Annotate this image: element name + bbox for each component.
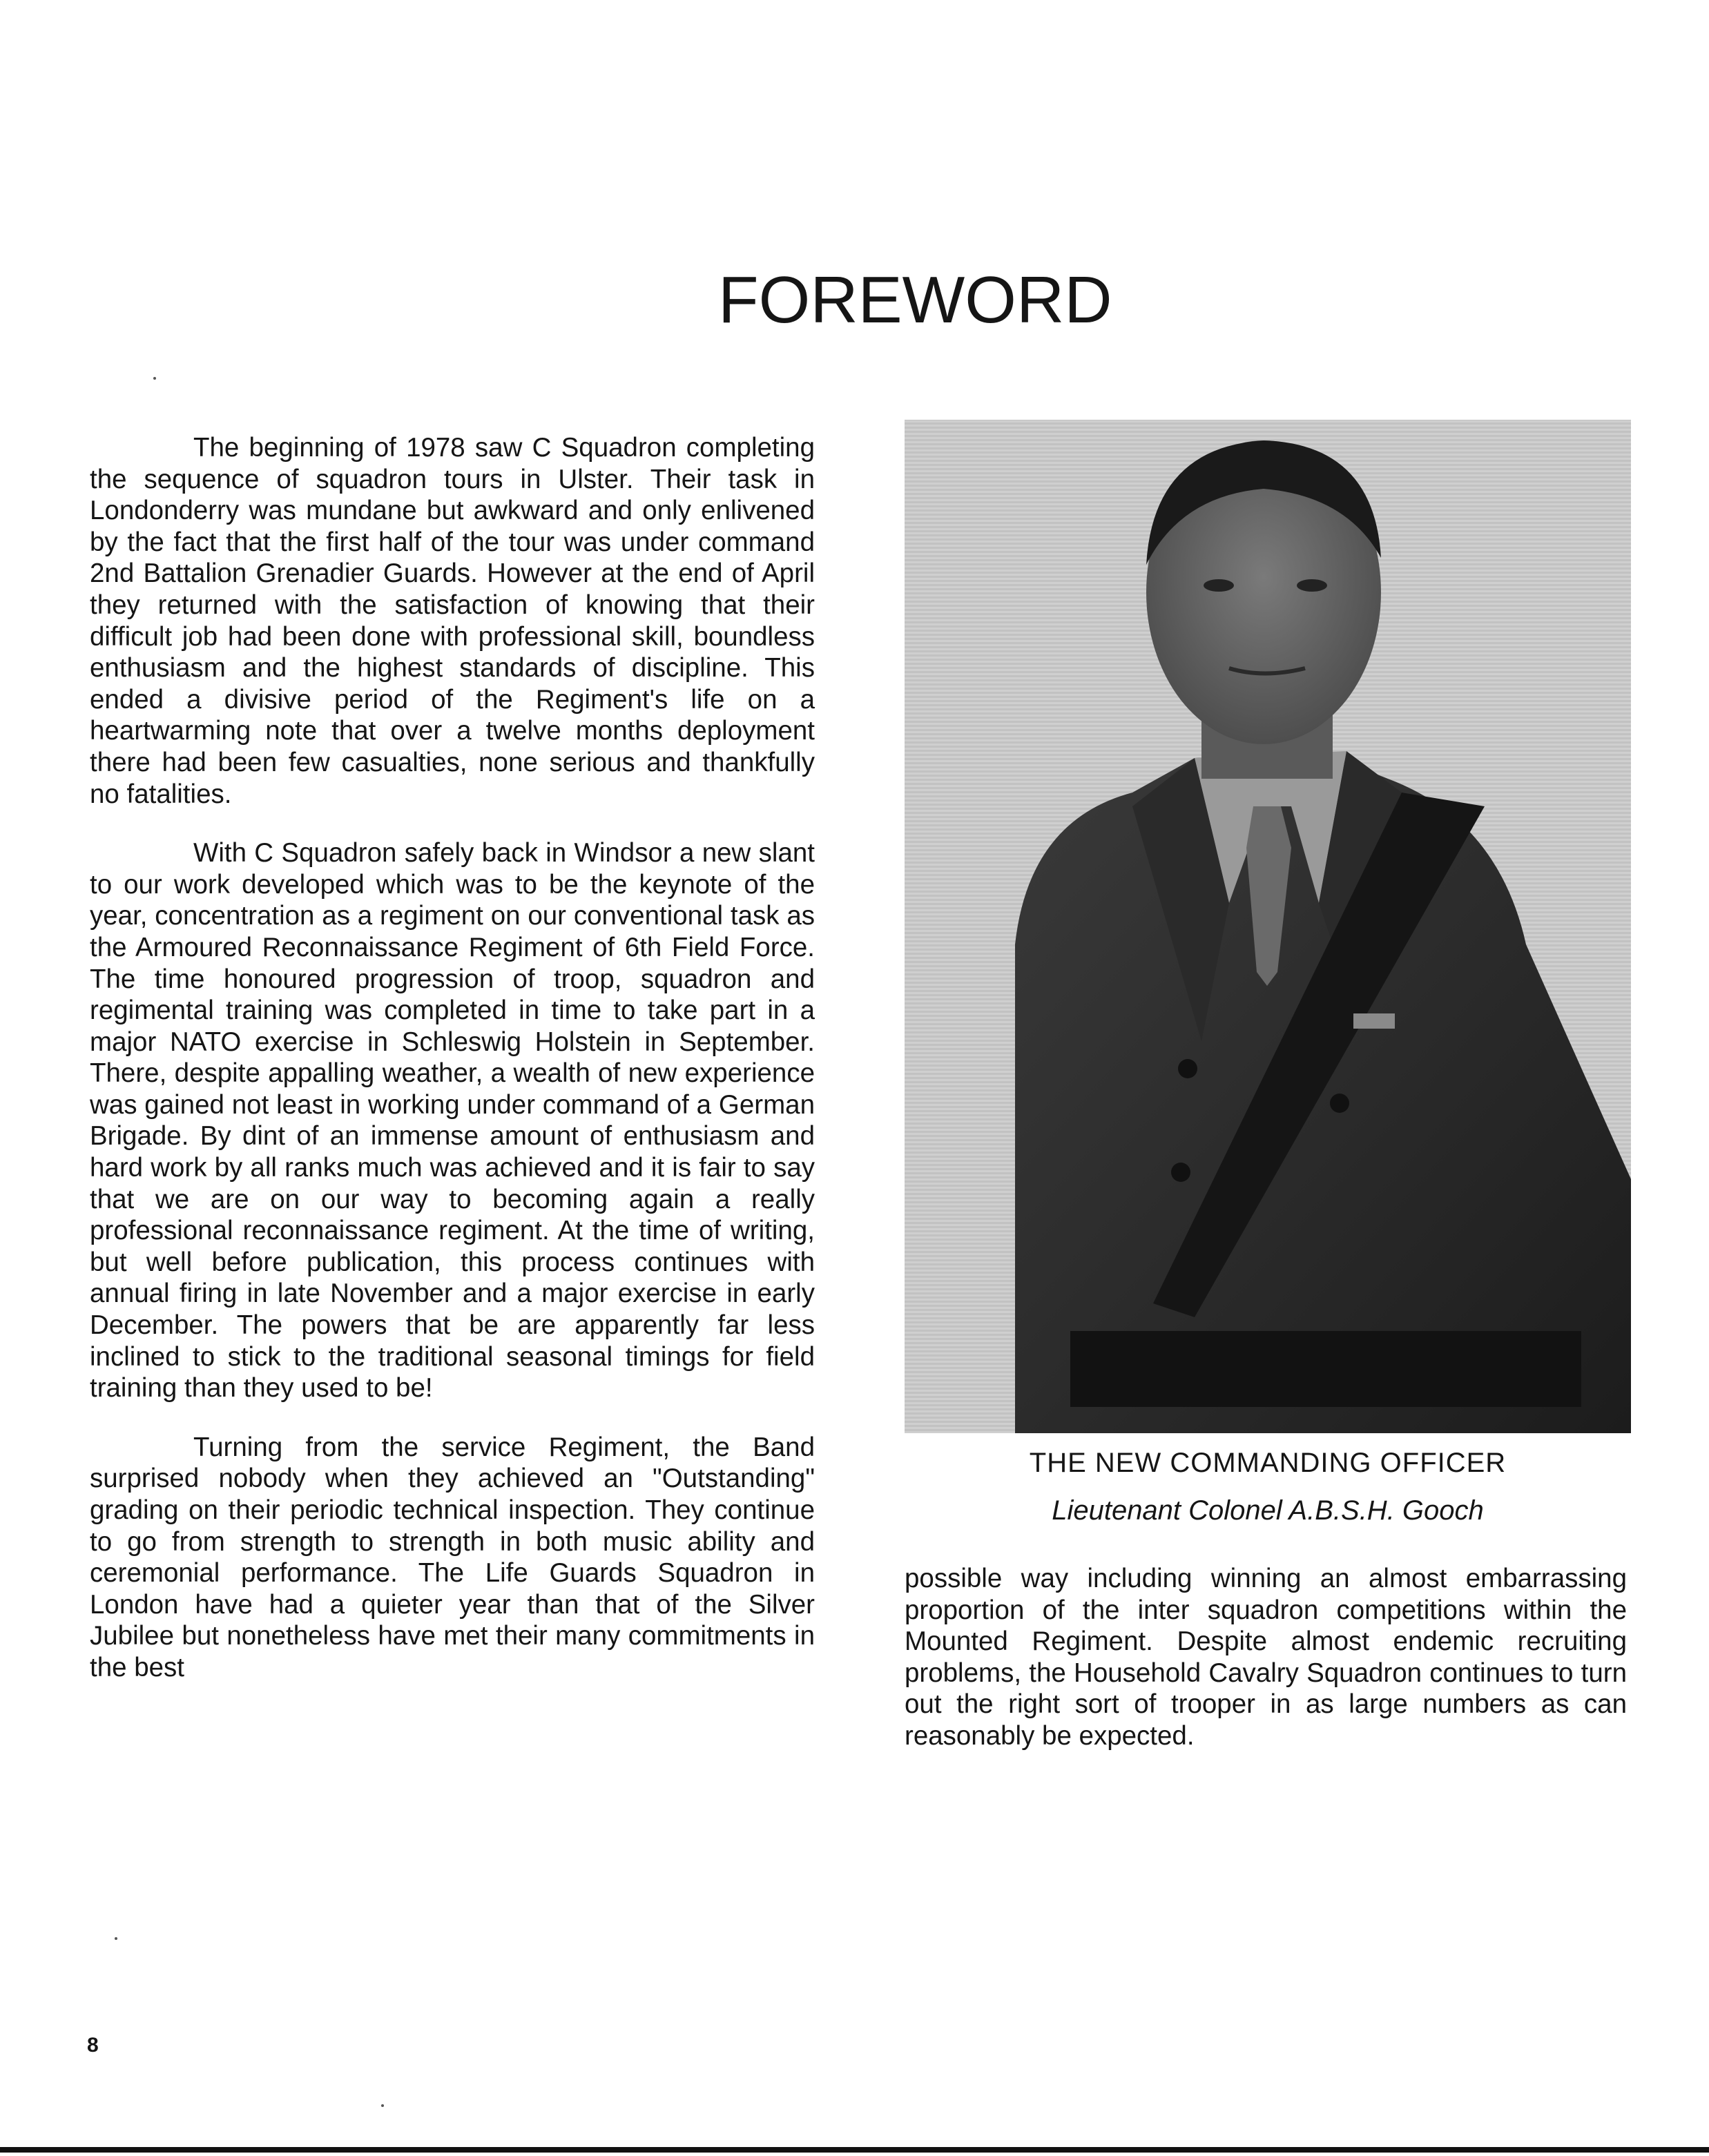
portrait-illustration bbox=[905, 420, 1631, 1433]
right-column bbox=[905, 1563, 1627, 1752]
paragraph: Turning from the service Regiment, the Band surprised nobody when they achieved an "Outstanding" grading on their periodic technical inspection. They continue to go from strength to strength in both music ability and ceremonial performance. The Life Guards Squadron in London have had a quieter year than that of the Silver Jubilee but nonetheless have met their many commitments in the best bbox=[90, 1432, 815, 1682]
bottom-rule bbox=[0, 2147, 1709, 2153]
paragraph: possible way including winning an almost embarrassing proportion of the inter squadron competitions within the Mounted Regiment. Despite almost endemic recruiting problems, the Household Cavalry Squadron continues to turn out the right sort of trooper in as large numbers as can reasonably be expected. bbox=[905, 1564, 1627, 1751]
scan-speck bbox=[153, 377, 156, 380]
scan-speck bbox=[115, 1937, 117, 1940]
photo-caption-subtitle: Lieutenant Colonel A.B.S.H. Gooch bbox=[1052, 1495, 1484, 1526]
left-column bbox=[90, 432, 815, 1711]
photo-caption-title: THE NEW COMMANDING OFFICER bbox=[1029, 1448, 1507, 1478]
paragraph: With C Squadron safely back in Windsor a new slant to our work developed which was to be the keynote of the year, concentration as a regiment on our conventional task as the Armoured Reconnaissance Regiment of 6th Field Force. The time honoured progression of troop, squadron and regimental training was completed in time to take part in a major NATO exercise in Schleswig Holstein in September. There, despite appalling weather, a wealth of new experience was gained not least in working under command of a German Brigade. By dint of an immense amount of enthusiasm and hard work by all ranks much was achieved and it is fair to say that we are on our way to becoming again a really professional reconnaissance regiment. At the time of writing, but well before publication, this process continues with annual firing in late November and a major exercise in early December. The powers that be are apparently far less inclined to stick to the traditional seasonal timings for field training than they used to be! bbox=[90, 838, 815, 1404]
officer-portrait-photo bbox=[905, 420, 1631, 1433]
page-number: 8 bbox=[87, 2034, 99, 2057]
page-title: FOREWORD bbox=[718, 263, 1112, 337]
paragraph: The beginning of 1978 saw C Squadron completing the sequence of squadron tours in Ulster. Their task in Londonderry was mundane but awkward and only enlivened by the fact that the first half of the tour was under command 2nd Battalion Grenadier Guards. However at the end of April they returned with the satisfaction of knowing that their difficult job had been done with professional skill, boundless enthusiasm and the highest standards of discipline. This ended a divisive period of the Regiment's life on a heartwarming note that over a twelve months deployment there had been few casualties, none serious and thankfully no fatalities. bbox=[90, 433, 815, 809]
scan-speck bbox=[381, 2104, 384, 2107]
